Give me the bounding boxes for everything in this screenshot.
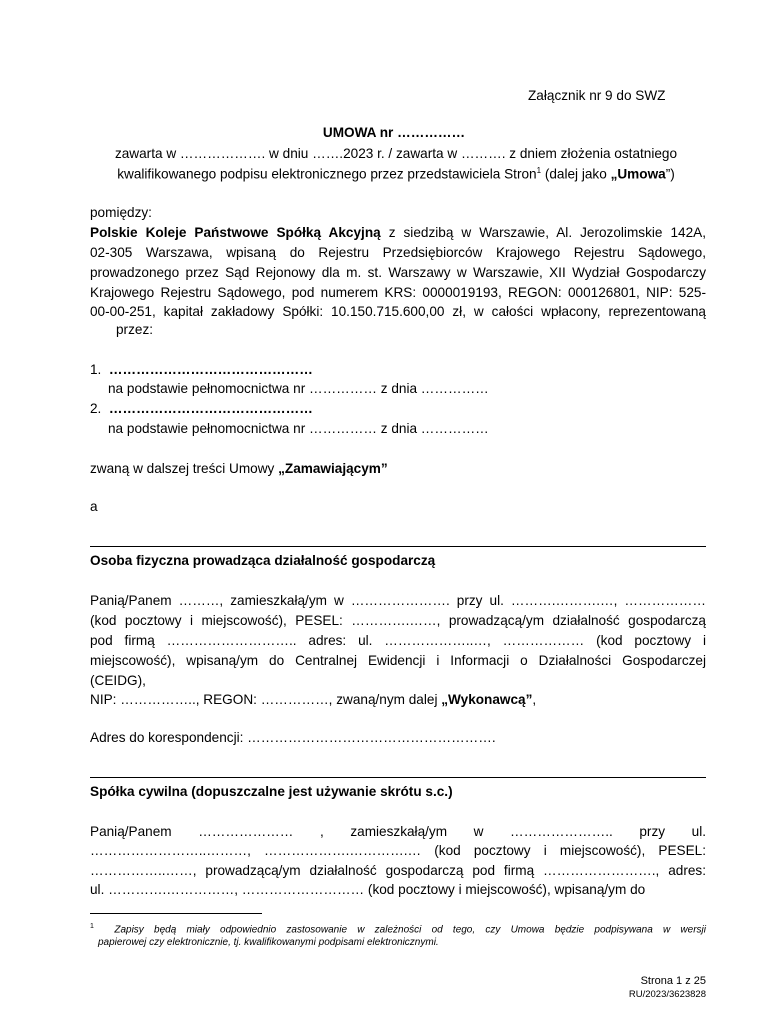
pkp-line-2: 02-305 Warszawa, wpisaną do Rejestru Przedsiębiorców Krajowego Rejestru Sądowego,	[90, 245, 706, 260]
document-reference: RU/2023/3623828	[628, 989, 706, 1000]
ordering-party-line: zwaną w dalszej treści Umowy „Zamawiającym”	[90, 461, 388, 476]
pkp-line-6: przez:	[116, 322, 154, 337]
representative-1-basis: na podstawie pełnomocnictwa nr …………… z dnia ……………	[108, 381, 489, 396]
attachment-label: Załącznik nr 9 do SWZ	[528, 88, 666, 103]
sole-proprietor-line-1: Panią/Panem ………, zamieszkałą/ym w …………………. przy ul. ……….……….…, ………………	[90, 593, 706, 608]
pkp-line-4: Krajowego Rejestru Sądowego, pod numerem KRS: 0000019193, REGON: 000126801, NIP: 525-	[90, 285, 706, 300]
contract-signature-line: kwalifikowanego podpisu elektronicznego przez przedstawiciela Stron$^1$ (dalej jako „Umowa”)	[117, 166, 675, 182]
footnote-line-1: $^1$ Zapisy będą miały odpowiednio zastosowanie w zależności od tego, czy Umowa będzie podpisywana w wersji	[90, 923, 706, 936]
correspondence-address: Adres do korespondencji: ……………………………………………….	[90, 730, 496, 745]
sole-proprietor-line-6: NIP: …………….., REGON: ……………, zwaną/nym dalej „Wykonawcą”,	[90, 692, 537, 707]
section-heading-sole-proprietor: Osoba fizyczna prowadząca działalność gospodarczą	[90, 553, 436, 568]
footnote-reference: 1	[536, 166, 542, 175]
section-divider	[90, 546, 706, 547]
pkp-company-name: Polskie Koleje Państwowe Spółką Akcyjną	[90, 225, 381, 240]
representative-1: 1. ………………………………………	[90, 362, 313, 377]
civil-partnership-line-2: ……………………..………, ……………….………….… (kod pocztowy i miejscowość), PESEL:	[90, 843, 706, 858]
sole-proprietor-line-3: pod firmą ……………………….. adres: ul. ………………..…, ……………… (kod pocztowy i	[90, 633, 706, 648]
pkp-line-5: 00-00-251, kapitał zakładowy Spółki: 10.150.715.600,00 zł, w całości wpłacony, reprezentowaną	[90, 304, 706, 319]
contract-title: UMOWA nr ……………	[322, 125, 466, 140]
pkp-line-3: prowadzonego przez Sąd Rejonowy dla m. st. Warszawy w Warszawie, XII Wydział Gospodarczy	[90, 265, 706, 280]
between-label: pomiędzy:	[90, 205, 152, 220]
sole-proprietor-line-5: (CEIDG),	[90, 673, 146, 688]
section-heading-civil-partnership: Spółka cywilna (dopuszczalne jest używanie skrótu s.c.)	[90, 784, 453, 799]
sole-proprietor-line-2: (kod pocztowy i miejscowość), PESEL: ………….……, prowadzącą/ym działalność gospodarczą	[90, 613, 706, 628]
contract-date-line: zawarta w ………………. w dniu …….2023 r. / zawarta w ………. z dniem złożenia ostatniego	[114, 146, 678, 161]
page-number: Strona 1 z 25	[640, 975, 706, 987]
civil-partnership-line-4: ul. ………….……………, ……………………… (kod pocztowy i miejscowość), wpisaną/ym do	[90, 882, 646, 897]
representative-2: 2. ………………………………………	[90, 401, 313, 416]
representative-2-basis: na podstawie pełnomocnictwa nr …………… z dnia ……………	[108, 421, 489, 436]
civil-partnership-line-3: ……………..……, prowadzącą/ym działalność gospodarczą pod firmą ……………………., adres:	[90, 863, 706, 878]
footnote	[90, 920, 706, 949]
section-divider	[90, 777, 706, 778]
conjunction-and: a	[90, 499, 98, 514]
footnote-line-2: papierowej czy elektronicznie, tj. kwalifikowanymi podpisami elektronicznymi.	[98, 937, 439, 949]
pkp-line-1: Polskie Koleje Państwowe Spółką Akcyjną z siedzibą w Warszawie, Al. Jerozolimskie 142A,	[90, 225, 706, 240]
sole-proprietor-line-4: miejscowość), wpisaną/ym do Centralnej Ewidencji i Informacji o Działalności Gospodarczej	[90, 653, 706, 668]
civil-partnership-line-1: Panią/Panem ………………… , zamieszkałą/ym w ………………….. przy ul.	[90, 824, 706, 839]
footnote-separator	[90, 913, 262, 914]
